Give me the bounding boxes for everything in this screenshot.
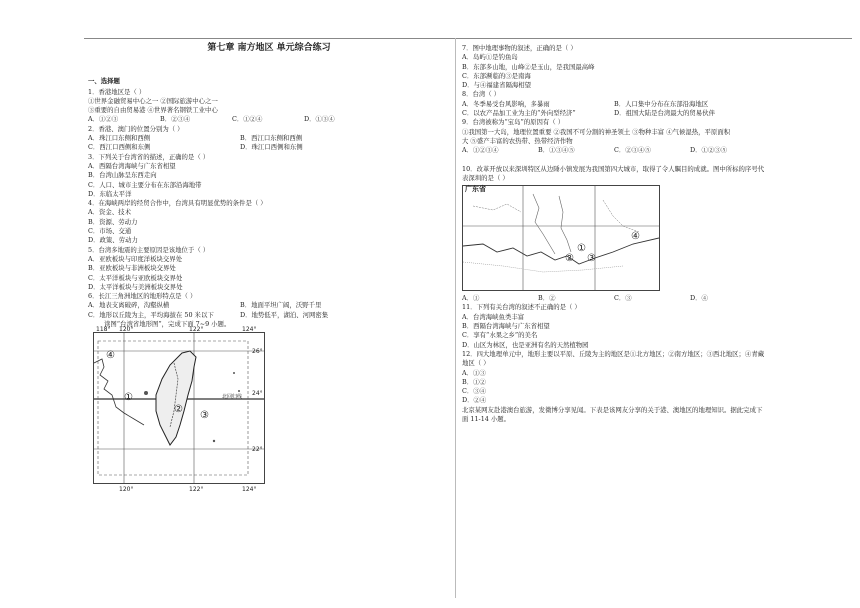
tropic-label: 北回归线 (222, 394, 243, 401)
question-5: 5．台湾多地震的主要原因是该地位于（ ） A．亚欧板块与印度洋板块交界处 B．亚欧板块与非洲板块交界处 C．太平洋板块与亚欧板块交界处 D．太平洋板块与美洲板块交界处 (88, 246, 450, 292)
option: C．②③④⑤ (614, 146, 651, 155)
option: B．人口集中分布在东部沿海地区 (614, 99, 709, 108)
question-1: 1．香港地区是（ ） ①世界金融贸易中心之一 ②国际旅游中心之一 ③重要的自由贸易港 ④世界著名钢铁工业中心 A．①②③ B．②③④ C．①②④ D．①③④ (88, 88, 450, 125)
right-column (462, 44, 846, 424)
question-2: 2．香港、澳门的位置分别为（ ） A．珠江口东侧和西侧 B．西江口东侧和西侧 C．西江口西侧和东侧 D．珠江口西侧和东侧 (88, 125, 450, 153)
tick-118: 118° (96, 326, 111, 334)
marker-2: ② (565, 253, 574, 265)
question-10: 10．改革开放以来深圳特区从边陲小镇发展为我国第四大城市，取得了令人瞩目的成就。图中所标的序号代 表深圳的是（ ） 广东省 ① ② ③ ④ A．① B．② C．③ D．④ (462, 164, 765, 303)
option: C．太平洋板块与亚欧板块交界处 (88, 273, 183, 282)
marker-1: ① (124, 392, 133, 404)
question-3: 3．下列关于台湾省的描述，正确的是（ ） A．西隔台湾海峡与广东省相望 B．台湾山脉呈东西走向 C．人口、城市主要分布在东部沿海地带 D．东临太平洋 (88, 153, 450, 199)
tick-22: 22° (252, 446, 263, 454)
option: D．与④福建省隔海相望 (462, 81, 532, 90)
tick-26: 26° (252, 348, 263, 356)
option: B．地面平坦广阔，沃野千里 (240, 301, 322, 310)
option: D．山区为林区，也是亚洲有名的天然植物园 (462, 340, 589, 349)
option: A．①②③④ (462, 146, 499, 155)
option: C．西江口西侧和东侧 (88, 143, 151, 152)
tick-124: 124° (242, 326, 257, 334)
option: D．②④ (462, 396, 487, 405)
marker-3: ③ (200, 410, 209, 422)
option: A．①②③ (88, 115, 119, 124)
option: B．①② (462, 377, 486, 386)
tick-24: 24° (252, 390, 263, 398)
option: B．台湾山脉呈东西走向 (88, 171, 157, 180)
option: B．② (538, 294, 556, 303)
option: C．市场、交通 (88, 227, 132, 236)
option: A．资金、技术 (88, 208, 131, 217)
option: A．珠江口东侧和西侧 (88, 134, 151, 143)
question-7: 7．图中地理事物的叙述，正确的是（ ） A．岛屿①是钓鱼岛 B．东部多山地，山峰②是玉山，是我国最高峰 C．东部濒临的③是南海 D．与④福建省隔海相望 (462, 44, 846, 90)
option: A．岛屿①是钓鱼岛 (462, 53, 518, 62)
option: A．冬季易受台风影响，多暴雨 (462, 99, 550, 108)
tick-120-bottom: 120° (119, 486, 134, 494)
question-11: 11．下列有关台湾的叙述不正确的是（ ） A．台湾海峡鱼类丰富 B．西隔台湾海峡与广东省相望 C．享有“水果之乡”的美名 D．山区为林区，也是亚洲有名的天然植物园 (462, 303, 846, 349)
question-6: 6．长江三角洲地区的地形特点是（ ） A．地表支离破碎，沟壑纵横 B．地面平坦广阔，沃野千里 C．地形以丘陵为主，平均海拔在 50 米以下 D．地势低平，湖泊、河网密集 读图“台湾省地形图”，完成下面 7~9 小题。 (88, 292, 450, 329)
option: C．以农产品加工业为主的“外向型经济” (462, 109, 576, 118)
option: B．②③④ (160, 115, 191, 124)
section-heading: 一、选择题 (88, 77, 120, 86)
option: A．台湾海峡鱼类丰富 (462, 312, 525, 321)
marker-4: ④ (106, 350, 115, 362)
option: A．地表支离破碎，沟壑纵横 (88, 301, 170, 310)
marker-3: ③ (587, 253, 596, 265)
option: D．太平洋板块与美洲板块交界处 (88, 282, 183, 291)
option: B．资源、劳动力 (88, 217, 138, 226)
option: C．享有“水果之乡”的美名 (462, 331, 538, 340)
guangdong-map-graphic (463, 186, 659, 290)
option: A．① (462, 294, 480, 303)
page-top-rule (84, 38, 852, 39)
reading-intro: 北京某网友赴港澳台旅游，发微博分享见闻。下表是该网友分享的关于港、澳地区的地理知识。据此完成下 面 11-14 小题。 (462, 405, 763, 424)
tick-120: 120° (119, 326, 134, 334)
option: D．①③④ (304, 115, 335, 124)
column-divider (455, 38, 456, 598)
option: B．西江口东侧和西侧 (240, 134, 303, 143)
option: C．③④ (462, 387, 487, 396)
option: C．①②④ (232, 115, 263, 124)
tick-122-bottom: 122° (189, 486, 204, 494)
question-4: 4．在海峡两岸的经贸合作中，台湾具有明显优势的条件是（ ） A．资金、技术 B．资源、劳动力 C．市场、交通 D．政策、劳动力 (88, 199, 450, 245)
option: D．地势低平，湖泊、河网密集 (240, 310, 329, 319)
map-instruction: 读图“台湾省地形图”，完成下面 7~9 小题。 (104, 320, 231, 329)
option: D．④ (690, 294, 708, 303)
question-12: 12．四大地理单元中，地形主要以平原、丘陵为主的地区是①北方地区；②南方地区；③西北地区；④青藏 地区（ ） A．①③ B．①② C．③④ D．②④ (462, 350, 846, 406)
question-8: 8．台湾（ ） A．冬季易受台风影响，多暴雨 B．人口集中分布在东部沿海地区 C．以农产品加工业为主的“外向型经济” D．祖国大陆是台湾最大的贸易伙伴 (462, 90, 846, 118)
option: D．政策、劳动力 (88, 236, 138, 245)
guangdong-map (462, 185, 660, 291)
option: D．祖国大陆是台湾最大的贸易伙伴 (614, 109, 715, 118)
marker-1: ① (577, 243, 586, 255)
option: D．珠江口西侧和东侧 (240, 143, 303, 152)
tick-124-bottom: 124° (242, 486, 257, 494)
option: A．亚欧板块与印度洋板块交界处 (88, 254, 183, 263)
option: A．西隔台湾海峡与广东省相望 (88, 161, 176, 170)
marker-4: ④ (631, 231, 640, 243)
option: C．地形以丘陵为主，平均海拔在 50 米以下 (88, 310, 214, 319)
marker-2: ② (174, 404, 183, 416)
province-label: 广东省 (465, 185, 486, 194)
option: C．③ (614, 294, 632, 303)
taiwan-terrain-map (93, 326, 265, 494)
option: B．西隔台湾海峡与广东省相望 (462, 322, 550, 331)
option: D．①②③⑤ (690, 146, 728, 155)
option: A．①③ (462, 368, 486, 377)
question-9: 9．台湾被称为“宝岛”的原因有（ ） ①我国第一大岛，地理位置重要 ②我国不可分割的神圣领土 ③物种丰富 ④气候湿热，平原面积 大 ⑤盛产丰富的农热带、热带经济作物 A．①②③④ B．①③④⑤ C．②③④⑤ D．①②③⑤ (462, 118, 846, 155)
option: B．①③④⑤ (538, 146, 575, 155)
option: C．人口、城市主要分布在东部沿海地带 (88, 180, 202, 189)
option: B．东部多山地，山峰②是玉山，是我国最高峰 (462, 62, 595, 71)
tick-122: 122° (189, 326, 204, 334)
option: D．东临太平洋 (88, 189, 132, 198)
option: B．亚欧板块与非洲板块交界处 (88, 264, 176, 273)
option: C．东部濒临的③是南海 (462, 71, 531, 80)
page-title: 第七章 南方地区 单元综合练习 (207, 43, 331, 53)
left-column (88, 43, 450, 494)
